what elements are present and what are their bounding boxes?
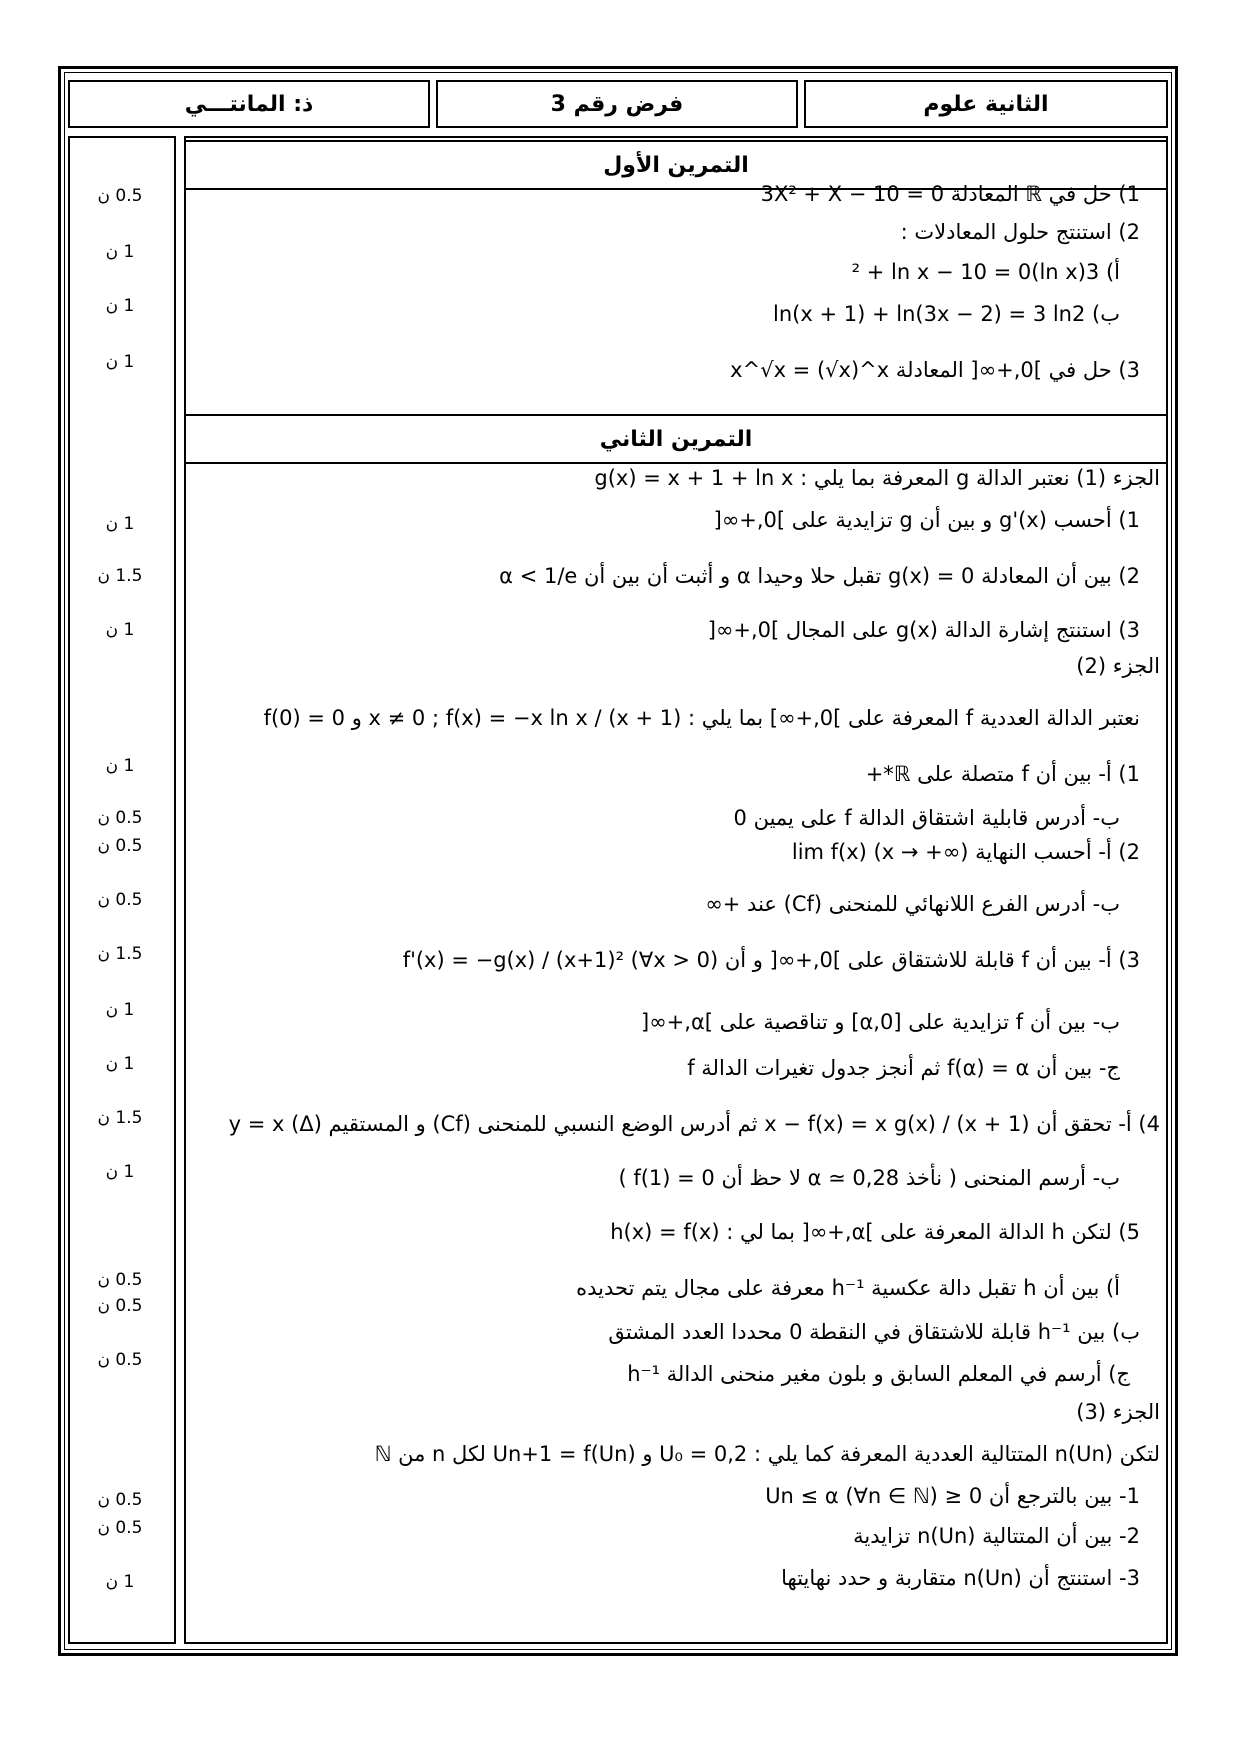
mark-value: 1 ن: [105, 514, 135, 534]
mark-value: 0.5 ن: [97, 1350, 143, 1370]
mark-value: 1 ن: [105, 1000, 135, 1020]
exercise-line: 1- بين بالترجع أن 0 ≤ Un ≤ α (∀n ∈ ℕ): [765, 1484, 1140, 1508]
mark-value: 0.5 ن: [97, 1490, 143, 1510]
exercise-line: 3) أ- بين أن f قابلة للاشتقاق على ]0,+∞[ و أن f'(x) = −g(x) / (x+1)² (∀x > 0): [402, 948, 1140, 972]
mark-value: 1 ن: [105, 1572, 135, 1592]
mark-value: 0.5 ن: [97, 808, 143, 828]
exercise-line: الجزء (1) نعتبر الدالة g المعرفة بما يلي : g(x) = x + 1 + ln x: [594, 466, 1160, 490]
exercise-line: ب- أرسم المنحنى ( نأخذ α ≃ 0,28 لا حظ أن f(1) = 0 ): [618, 1166, 1120, 1190]
exercise-2-title: [184, 414, 1168, 464]
exercise-line: الجزء (2): [1076, 654, 1160, 678]
mark-value: 0.5 ن: [97, 186, 143, 206]
exercise-line: أ) 3(ln x)² + ln x − 10 = 0: [851, 260, 1120, 284]
mark-value: 0.5 ن: [97, 1270, 143, 1290]
test-number: فرض رقم 3: [550, 91, 684, 117]
exercise-line: 2) بين أن المعادلة g(x) = 0 تقبل حلا وحيدا α و أثبت أن بين أن α < 1/e: [499, 564, 1140, 588]
mark-value: 1 ن: [105, 242, 135, 262]
exercise-line: ب- أدرس الفرع اللانهائي للمنحنى (Cf) عند +∞: [705, 892, 1120, 916]
teacher-name-box: [68, 80, 430, 128]
exercise-line: ب) ln(x + 1) + ln(3x − 2) = 3 ln2: [773, 302, 1120, 326]
exercise-1-title-text: التمرين الأول: [603, 152, 749, 178]
teacher-name: ذ: المانتـــي: [184, 91, 314, 117]
mark-value: 0.5 ن: [97, 1518, 143, 1538]
exercise-line: 1) حل في ℝ المعادلة 3X² + X − 10 = 0: [760, 182, 1140, 206]
exercise-line: 4) أ- تحقق أن x − f(x) = x g(x) / (x + 1) ثم أدرس الوضع النسبي للمنحنى (Cf) و المستقيم (Δ) y = x: [228, 1112, 1160, 1136]
exercise-line: 2- بين أن المتتالية (Un)n تزايدية: [853, 1524, 1140, 1548]
exercise-line: ج) أرسم في المعلم السابق و بلون مغير منحنى الدالة h⁻¹: [627, 1362, 1130, 1386]
exercise-line: 3) استنتج إشارة الدالة g(x) على المجال ]0,+∞[: [707, 618, 1140, 642]
mark-value: 1 ن: [105, 1054, 135, 1074]
exercise-2-title-text: التمرين الثاني: [599, 426, 753, 452]
exercise-line: 5) لتكن h الدالة المعرفة على ]α,+∞[ بما لي : h(x) = f(x): [610, 1220, 1140, 1244]
test-number-box: [436, 80, 798, 128]
level-box: [804, 80, 1168, 128]
exercise-line: 1) أحسب g'(x) و بين أن g تزايدية على ]0,+∞[: [713, 508, 1140, 532]
mark-value: 1 ن: [105, 352, 135, 372]
exercise-line: 2) استنتج حلول المعادلات :: [900, 220, 1140, 244]
exercise-line: لتكن (Un)n المتتالية العددية المعرفة كما يلي : U₀ = 0,2 و Un+1 = f(Un) لكل n من ℕ: [374, 1442, 1160, 1466]
mark-value: 0.5 ن: [97, 1296, 143, 1316]
exercise-line: نعتبر الدالة العددية f المعرفة على ]0,+∞] بما يلي : x ≠ 0 ; f(x) = −x ln x / (x + 1) و f(0) = 0: [263, 706, 1140, 730]
exercise-line: ب- أدرس قابلية اشتقاق الدالة f على يمين 0: [733, 806, 1120, 830]
exercise-line: ج- بين أن f(α) = α ثم أنجز جدول تغيرات الدالة f: [687, 1056, 1120, 1080]
mark-value: 1 ن: [105, 1162, 135, 1182]
exercise-line: 3- استنتج أن (Un)n متقاربة و حدد نهايتها: [781, 1566, 1140, 1590]
exercise-line: أ) بين أن h تقبل دالة عكسية h⁻¹ معرفة على مجال يتم تحديده: [576, 1276, 1120, 1300]
exercise-line: 2) أ- أحسب النهاية lim f(x) (x → +∞): [791, 840, 1140, 864]
exercise-line: 1) أ- بين أن f متصلة على ℝ*+: [865, 762, 1140, 786]
mark-value: 1.5 ن: [97, 566, 143, 586]
mark-value: 1 ن: [105, 296, 135, 316]
exercise-line: 3) حل في ]0,+∞[ المعادلة x^√x = (√x)^x: [730, 358, 1140, 382]
mark-value: 1 ن: [105, 756, 135, 776]
class-level: الثانية علوم: [923, 91, 1049, 117]
exercise-line: الجزء (3): [1076, 1400, 1160, 1424]
mark-value: 1.5 ن: [97, 944, 143, 964]
exercise-line: ب) بين h⁻¹ قابلة للاشتقاق في النقطة 0 محددا العدد المشتق: [608, 1320, 1140, 1344]
mark-value: 0.5 ن: [97, 890, 143, 910]
mark-value: 0.5 ن: [97, 836, 143, 856]
mark-value: 1.5 ن: [97, 1108, 143, 1128]
exercise-line: ب- بين أن f تزايدية على [0,α] و تناقصية على ]α,+∞[: [640, 1010, 1120, 1034]
mark-value: 1 ن: [105, 620, 135, 640]
